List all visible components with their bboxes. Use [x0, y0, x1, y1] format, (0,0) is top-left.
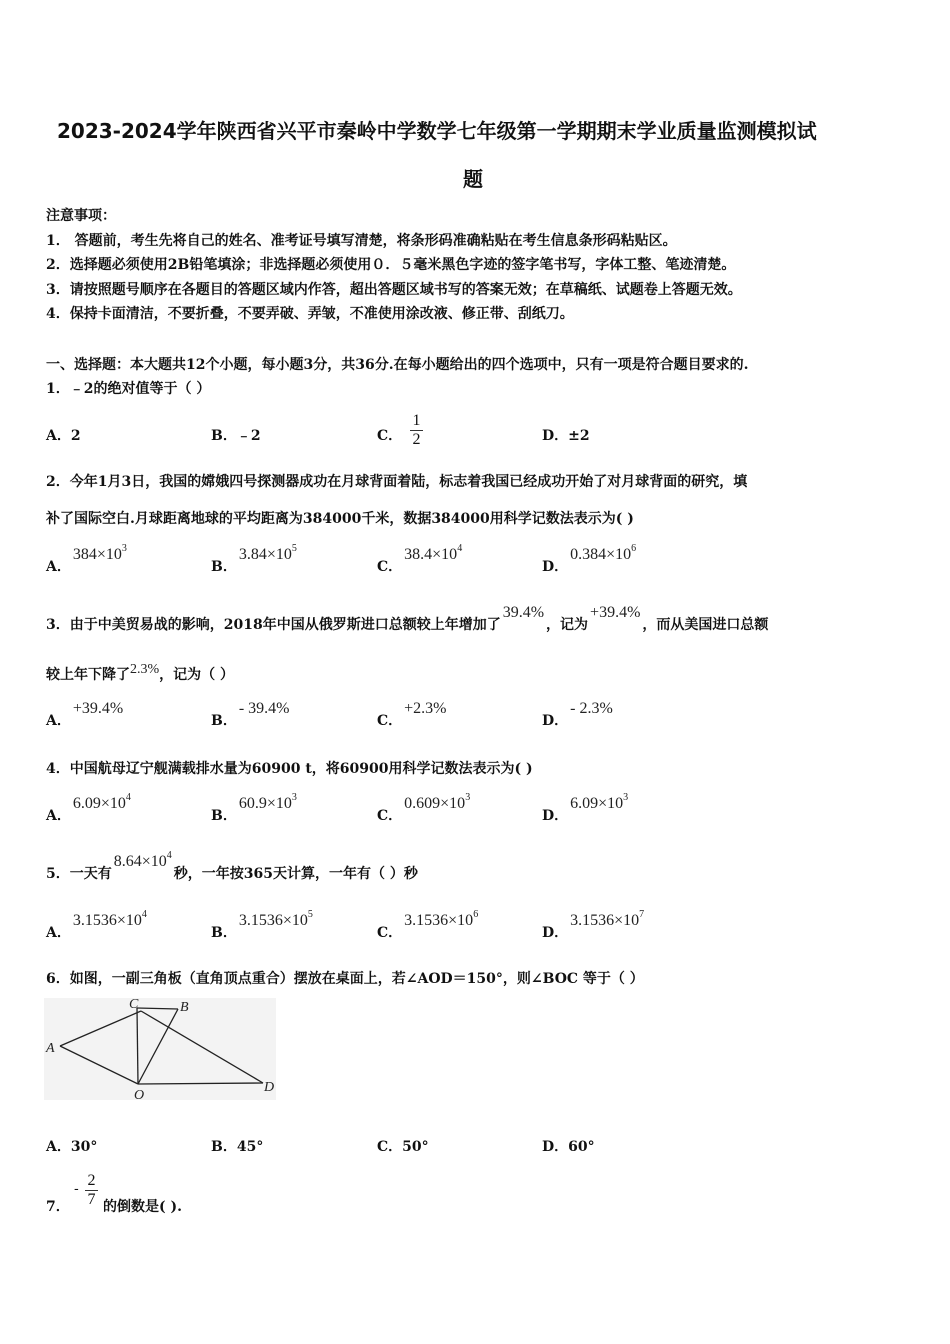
- q6-option-c: C．50°: [377, 1139, 429, 1155]
- q2-option-a: A．$384\times 10^3$: [46, 542, 127, 575]
- point-a-label: A: [46, 1041, 55, 1056]
- q1-option-d: D．±2: [542, 428, 590, 444]
- q5-option-b: B．$3.1536\times 10^5$: [211, 908, 313, 941]
- q6-option-a: A．30°: [46, 1139, 98, 1155]
- question-4-stem: 4．中国航母辽宁舰满载排水量为60900 t，将60900用科学记数法表示为( ): [46, 761, 533, 777]
- point-b-label: B: [180, 1000, 189, 1015]
- question-1-stem: 1．﹣2的绝对值等于（ ）: [46, 381, 211, 397]
- q6-triangle-figure: [44, 995, 279, 1103]
- q5-option-c: C．$3.1536\times 10^6$: [377, 908, 479, 941]
- section-heading: 一、选择题：本大题共12个小题，每小题3分，共36分.在每小题给出的四个选项中，只有一项是符合题目要求的.: [46, 357, 749, 373]
- q4-option-a: A．$6.09\times 10^4$: [46, 791, 131, 824]
- q1-option-c: C．: [377, 428, 403, 444]
- question-3-line-1: 3．由于中美贸易战的影响，2018年中国从俄罗斯进口总额较上年增加了39.4%，记为+39.4%，而从美国进口总额: [46, 604, 769, 633]
- q5-option-a: A．$3.1536\times 10^4$: [46, 908, 147, 941]
- q3-option-d: D．- 2.3%: [542, 700, 613, 729]
- q4-option-d: D．$6.09\times 10^3$: [542, 791, 629, 824]
- q6-option-d: D．60°: [542, 1139, 595, 1155]
- q3-option-b: B．- 39.4%: [211, 700, 290, 729]
- figure-background: [44, 998, 276, 1100]
- q1-option-c-fraction: $\frac{1}{2}$: [410, 410, 423, 449]
- q3-option-a: A．+39.4%: [46, 700, 124, 729]
- point-o-label: O: [134, 1088, 145, 1103]
- note-item: 3．请按照题号顺序在各题目的答题区域内作答，超出答题区域书写的答案无效；在草稿纸、试题卷上答题无效。: [46, 282, 742, 298]
- note-item: 1． 答题前，考生先将自己的姓名、准考证号填写清楚，将条形码准确粘贴在考生信息条形码粘贴区。: [46, 233, 677, 249]
- page-title: 2023-2024学年陕西省兴平市秦岭中学数学七年级第一学期期末学业质量监测模拟试: [57, 119, 817, 143]
- question-2-line-1: 2．今年1月3日，我国的嫦娥四号探测器成功在月球背面着陆，标志着我国已经成功开始了对月球背面的研究，填: [46, 474, 748, 490]
- notes-heading: 注意事项：: [46, 208, 116, 224]
- question-7-stem: 的倒数是( ).: [103, 1199, 182, 1215]
- q2-option-c: C．$38.4\times 10^4$: [377, 542, 463, 575]
- q4-option-b: B．$60.9\times 10^3$: [211, 791, 297, 824]
- point-c-label: C: [129, 997, 139, 1012]
- note-item: 2．选择题必须使用2B铅笔填涂；非选择题必须使用０．５毫米黑色字迹的签字笔书写，字体工整、笔迹清楚。: [46, 257, 736, 273]
- q6-option-b: B．45°: [211, 1139, 264, 1155]
- q1-option-b: B．﹣2: [211, 428, 261, 444]
- question-7-number: 7．: [46, 1199, 70, 1215]
- point-d-label: D: [264, 1080, 275, 1095]
- question-5-stem: 5．一天有$8.64\times 10^4$秒，一年按365天计算，一年有（ ）秒: [46, 849, 418, 882]
- q1-option-a: A．2: [46, 428, 81, 444]
- question-2-line-2: 补了国际空白.月球距离地球的平均距离为384000千米，数据384000用科学记数法表示为( ): [46, 511, 634, 527]
- q5-option-d: D．$3.1536\times 10^7$: [542, 908, 645, 941]
- q7-minus-sign: -: [74, 1181, 79, 1197]
- q2-option-b: B．$3.84\times 10^5$: [211, 542, 297, 575]
- q3-option-c: C．+2.3%: [377, 700, 447, 729]
- question-3-line-2: 较上年下降了2.3%，记为（ ）: [46, 662, 235, 683]
- q2-option-d: D．$0.384\times 10^6$: [542, 542, 637, 575]
- note-item: 4．保持卡面清洁，不要折叠，不要弄破、弄皱，不准使用涂改液、修正带、刮纸刀。: [46, 306, 574, 322]
- question-6-stem: 6．如图，一副三角板（直角顶点重合）摆放在桌面上，若∠AOD＝150°，则∠BOC 等于（ ）: [46, 971, 644, 987]
- page-title-continued: 题: [463, 167, 483, 191]
- q7-fraction: $\frac{2}{7}$: [85, 1170, 98, 1209]
- q4-option-c: C．$0.609\times 10^3$: [377, 791, 471, 824]
